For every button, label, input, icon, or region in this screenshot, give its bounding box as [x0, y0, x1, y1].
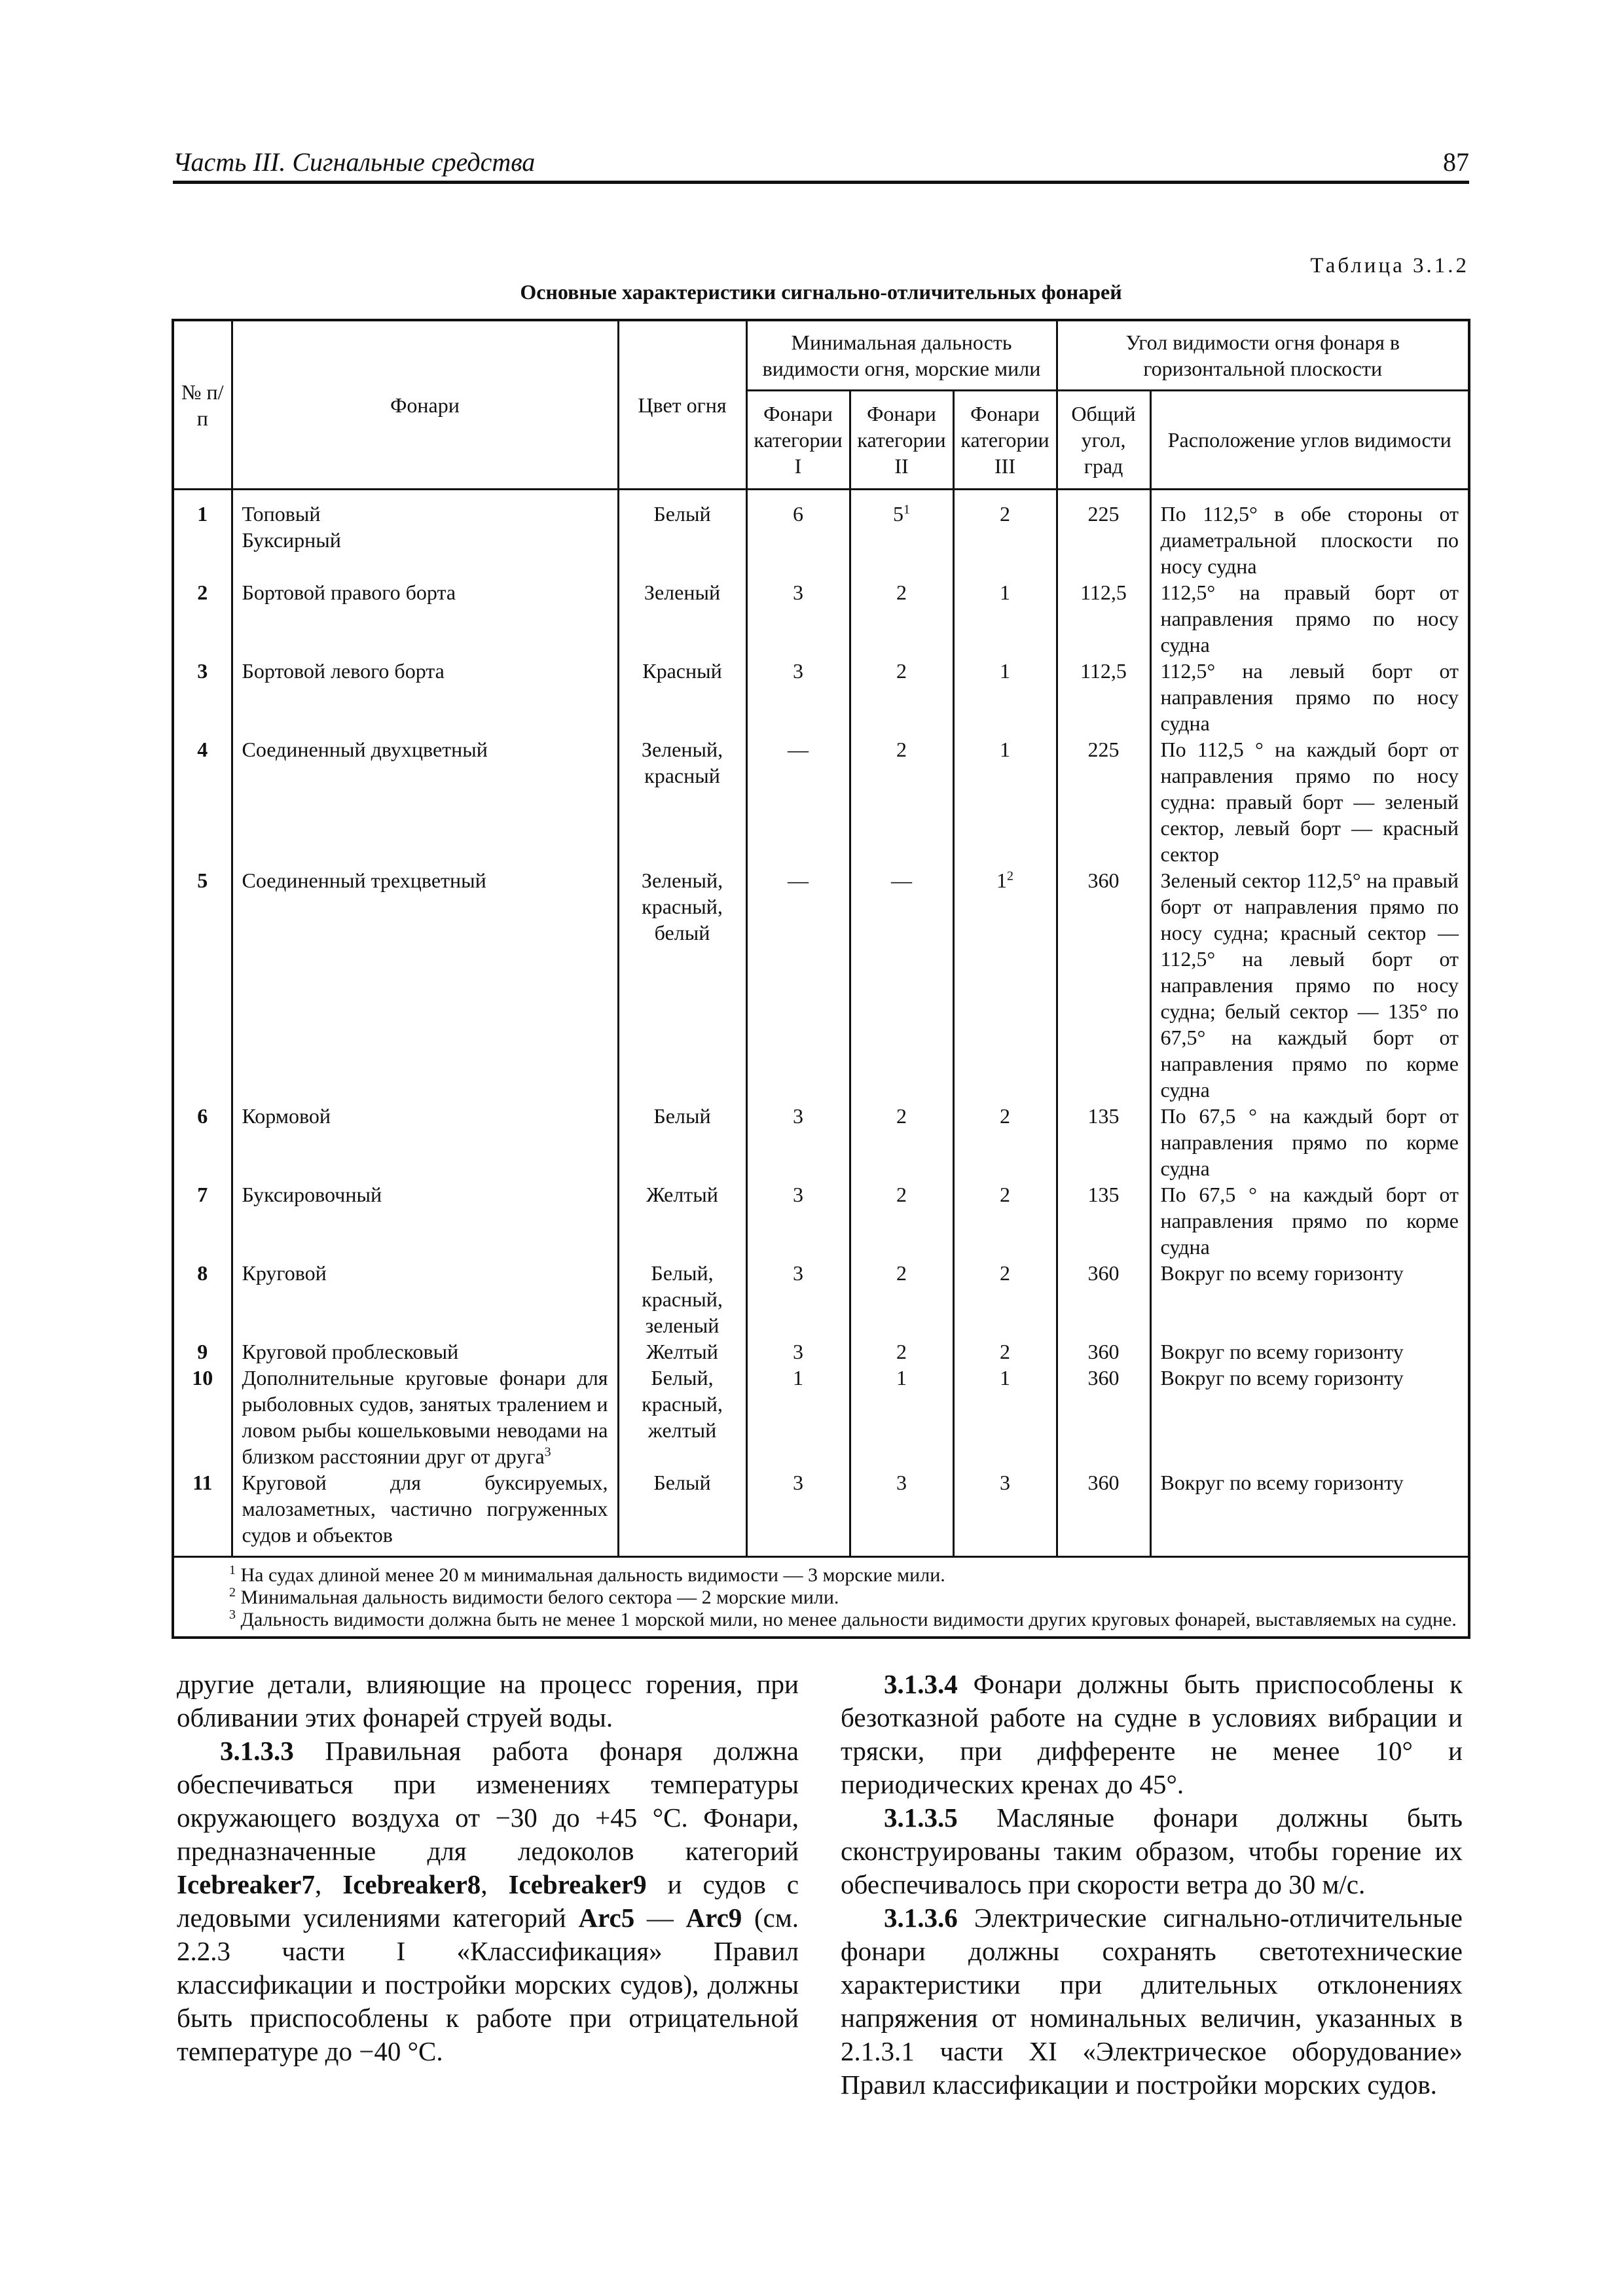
footnote: $^2$ Минимальная дальность видимости белого сектора — 2 морские мили.	[229, 1585, 839, 1608]
light-color: Белый, красный, желтый	[618, 1365, 746, 1469]
header-num: № п/п	[173, 320, 232, 490]
angle-location: Вокруг по всему горизонту	[1150, 1338, 1469, 1365]
row-number: 4	[173, 736, 232, 867]
table-label: Таблица 3.1.2	[1310, 254, 1469, 278]
row-number: 6	[173, 1103, 232, 1181]
table-row	[173, 1338, 1469, 1365]
range-cat3: 1	[953, 1365, 1057, 1469]
total-angle: 225	[1057, 490, 1150, 580]
total-angle: 112,5	[1057, 658, 1150, 736]
range-cat1: —	[746, 867, 850, 1103]
angle-location: Вокруг по всему горизонту	[1150, 1469, 1469, 1557]
light-color: Желтый	[618, 1181, 746, 1260]
range-cat3: 2	[953, 490, 1057, 580]
range-cat1: 3	[746, 1181, 850, 1260]
table-row	[173, 1365, 1469, 1469]
page-header	[173, 143, 1469, 184]
table-row	[173, 867, 1469, 1103]
range-cat1: 1	[746, 1365, 850, 1469]
range-cat2: 2	[850, 736, 953, 867]
light-color: Красный	[618, 658, 746, 736]
page-number: 87	[1443, 147, 1469, 177]
range-cat2: 2	[850, 1338, 953, 1365]
light-name: Соединенный двухцветный	[232, 736, 618, 867]
light-name: Круговой проблесковый	[232, 1338, 618, 1365]
angle-location: По 112,5 ° на каждый борт от направления прямо по носу судна: правый борт — зеленый сектор, левый борт — красный сектор	[1150, 736, 1469, 867]
footnotes-row	[173, 1557, 1469, 1638]
total-angle: 360	[1057, 867, 1150, 1103]
table-row	[173, 658, 1469, 736]
light-name: Бортовой левого борта	[232, 658, 618, 736]
light-color: Белый	[618, 490, 746, 580]
header-location: Расположение углов видимости	[1150, 391, 1469, 490]
row-number: 1	[173, 490, 232, 580]
header-cat1: Фонари категории I	[746, 391, 850, 490]
table-row	[173, 736, 1469, 867]
angle-location: Вокруг по всему горизонту	[1150, 1365, 1469, 1469]
range-cat1: 3	[746, 658, 850, 736]
range-cat2: 1	[850, 1365, 953, 1469]
angle-location: По 67,5 ° на каждый борт от направления прямо по корме судна	[1150, 1181, 1469, 1260]
total-angle: 360	[1057, 1260, 1150, 1338]
range-cat3: $1^2$	[953, 867, 1057, 1103]
light-name: Дополнительные круговые фонари для рыболовных судов, занятых тралением и ловом рыбы кошельковыми неводами на близком расстоянии друг от друга$^3$	[232, 1365, 618, 1469]
angle-location: 112,5° на левый борт от направления прямо по носу судна	[1150, 658, 1469, 736]
light-name: Топовый Буксирный	[232, 490, 618, 580]
light-name: Круговой	[232, 1260, 618, 1338]
text-column-left	[177, 1668, 799, 2068]
light-color: Желтый	[618, 1338, 746, 1365]
paragraph-3-1-3-3: 3.1.3.3 Правильная работа фонаря должна обеспечиваться при изменениях температуры окружающего воздуха от −30 до +45 °С. Фонари, предназначенные для ледоколов категорий Icebreaker7, Icebreaker8, Icebreaker9 и судов с ледовыми усилениями категорий Arc5 — Arc9 (см. 2.2.3 части I «Классификация» Правил классификации и постройки морских судов), должны быть приспособлены к работе при отрицательной температуре до −40 °С.	[177, 1736, 799, 2066]
total-angle: 360	[1057, 1338, 1150, 1365]
range-cat3: 3	[953, 1469, 1057, 1557]
footnote-ref: 3	[544, 1444, 551, 1460]
range-cat3: 1	[953, 579, 1057, 658]
row-number: 5	[173, 867, 232, 1103]
total-angle: 112,5	[1057, 579, 1150, 658]
row-number: 3	[173, 658, 232, 736]
range-cat1: 6	[746, 490, 850, 580]
light-color: Белый	[618, 1469, 746, 1557]
total-angle: 135	[1057, 1181, 1150, 1260]
table-row	[173, 1181, 1469, 1260]
table-row	[173, 1260, 1469, 1338]
range-cat3: 1	[953, 736, 1057, 867]
row-number: 10	[173, 1365, 232, 1469]
header-color: Цвет огня	[618, 320, 746, 490]
footnote-ref: 1	[903, 502, 910, 517]
header-angle: Угол видимости огня фонаря в горизонтальной плоскости	[1057, 320, 1469, 391]
table-row	[173, 1103, 1469, 1181]
paragraph-3-1-3-6: 3.1.3.6 Электрические сигнально-отличительные фонари должны сохранять светотехнические характеристики при длительных отклонениях напряжения от номинальных величин, указанных в 2.1.3.1 части XI «Электрическое оборудование» Правил классификации и постройки морских судов.	[841, 1903, 1463, 2100]
footnote: $^1$ На судах длиной менее 20 м минимальная дальность видимости — 3 морские мили.	[229, 1563, 945, 1586]
light-color: Зеленый, красный, белый	[618, 867, 746, 1103]
range-cat2: 2	[850, 1103, 953, 1181]
footnote: $^3$ Дальность видимости должна быть не менее 1 морской мили, но менее дальности видимости других круговых фонарей, выставляемых на судне.	[229, 1607, 1457, 1630]
range-cat3: 2	[953, 1103, 1057, 1181]
range-cat3: 2	[953, 1338, 1057, 1365]
table-row	[173, 1469, 1469, 1557]
light-color: Зеленый	[618, 579, 746, 658]
total-angle: 135	[1057, 1103, 1150, 1181]
range-cat2: 2	[850, 1260, 953, 1338]
total-angle: 360	[1057, 1365, 1150, 1469]
angle-location: По 112,5° в обе стороны от диаметральной плоскости по носу судна	[1150, 490, 1469, 580]
header-min-range: Минимальная дальность видимости огня, морские мили	[746, 320, 1057, 391]
range-cat2: 3	[850, 1469, 953, 1557]
header-lights: Фонари	[232, 320, 618, 490]
angle-location: Зеленый сектор 112,5° на правый борт от направления прямо по носу судна; красный сектор — 112,5° на левый борт от направления прямо по носу судна; белый сектор — 135° по 67,5° на каждый борт от направления прямо по корме судна	[1150, 867, 1469, 1103]
light-name: Буксировочный	[232, 1181, 618, 1260]
header-total-angle: Общий угол, град	[1057, 391, 1150, 490]
range-cat2: 2	[850, 1181, 953, 1260]
paragraph: другие детали, влияющие на процесс горения, при обливании этих фонарей струей воды.	[177, 1669, 799, 1732]
range-cat3: 2	[953, 1260, 1057, 1338]
range-cat2: $5^1$	[850, 490, 953, 580]
header-cat3: Фонари категории III	[953, 391, 1057, 490]
light-color: Белый, красный, зеленый	[618, 1260, 746, 1338]
range-cat3: 1	[953, 658, 1057, 736]
total-angle: 360	[1057, 1469, 1150, 1557]
range-cat1: 3	[746, 1260, 850, 1338]
angle-location: Вокруг по всему горизонту	[1150, 1260, 1469, 1338]
light-color: Зеленый, красный	[618, 736, 746, 867]
range-cat1: 3	[746, 1338, 850, 1365]
range-cat1: —	[746, 736, 850, 867]
lights-table	[172, 319, 1470, 1639]
header-cat2: Фонари категории II	[850, 391, 953, 490]
row-number: 7	[173, 1181, 232, 1260]
row-number: 2	[173, 579, 232, 658]
range-cat1: 3	[746, 579, 850, 658]
range-cat2: —	[850, 867, 953, 1103]
row-number: 9	[173, 1338, 232, 1365]
light-name: Круговой для буксируемых, малозаметных, частично погруженных судов и объектов	[232, 1469, 618, 1557]
footnote-ref: 2	[1007, 869, 1013, 884]
light-name: Соединенный трехцветный	[232, 867, 618, 1103]
light-color: Белый	[618, 1103, 746, 1181]
range-cat1: 3	[746, 1469, 850, 1557]
row-number: 8	[173, 1260, 232, 1338]
text-column-right	[841, 1668, 1463, 2102]
running-title: Часть III. Сигнальные средства	[173, 147, 536, 177]
paragraph-3-1-3-5: 3.1.3.5 Масляные фонари должны быть сконструированы таким образом, чтобы горение их обеспечивалось при скорости ветра до 30 м/с.	[841, 1803, 1463, 1899]
table-row	[173, 579, 1469, 658]
lights-table-wrapper	[172, 319, 1470, 1639]
range-cat2: 2	[850, 579, 953, 658]
light-name: Кормовой	[232, 1103, 618, 1181]
table-footnotes	[173, 1557, 1469, 1638]
range-cat1: 3	[746, 1103, 850, 1181]
paragraph-3-1-3-4: 3.1.3.4 Фонари должны быть приспособлены к безотказной работе на судне в условиях вибрации и тряски, при дифференте не менее 10° и периодических кренах до 45°.	[841, 1669, 1463, 1799]
angle-location: 112,5° на правый борт от направления прямо по носу судна	[1150, 579, 1469, 658]
table-caption: Основные характеристики сигнально-отличительных фонарей	[520, 280, 1122, 304]
range-cat2: 2	[850, 658, 953, 736]
table-row	[173, 490, 1469, 580]
light-name: Бортовой правого борта	[232, 579, 618, 658]
range-cat3: 2	[953, 1181, 1057, 1260]
total-angle: 225	[1057, 736, 1150, 867]
row-number: 11	[173, 1469, 232, 1557]
angle-location: По 67,5 ° на каждый борт от направления прямо по корме судна	[1150, 1103, 1469, 1181]
